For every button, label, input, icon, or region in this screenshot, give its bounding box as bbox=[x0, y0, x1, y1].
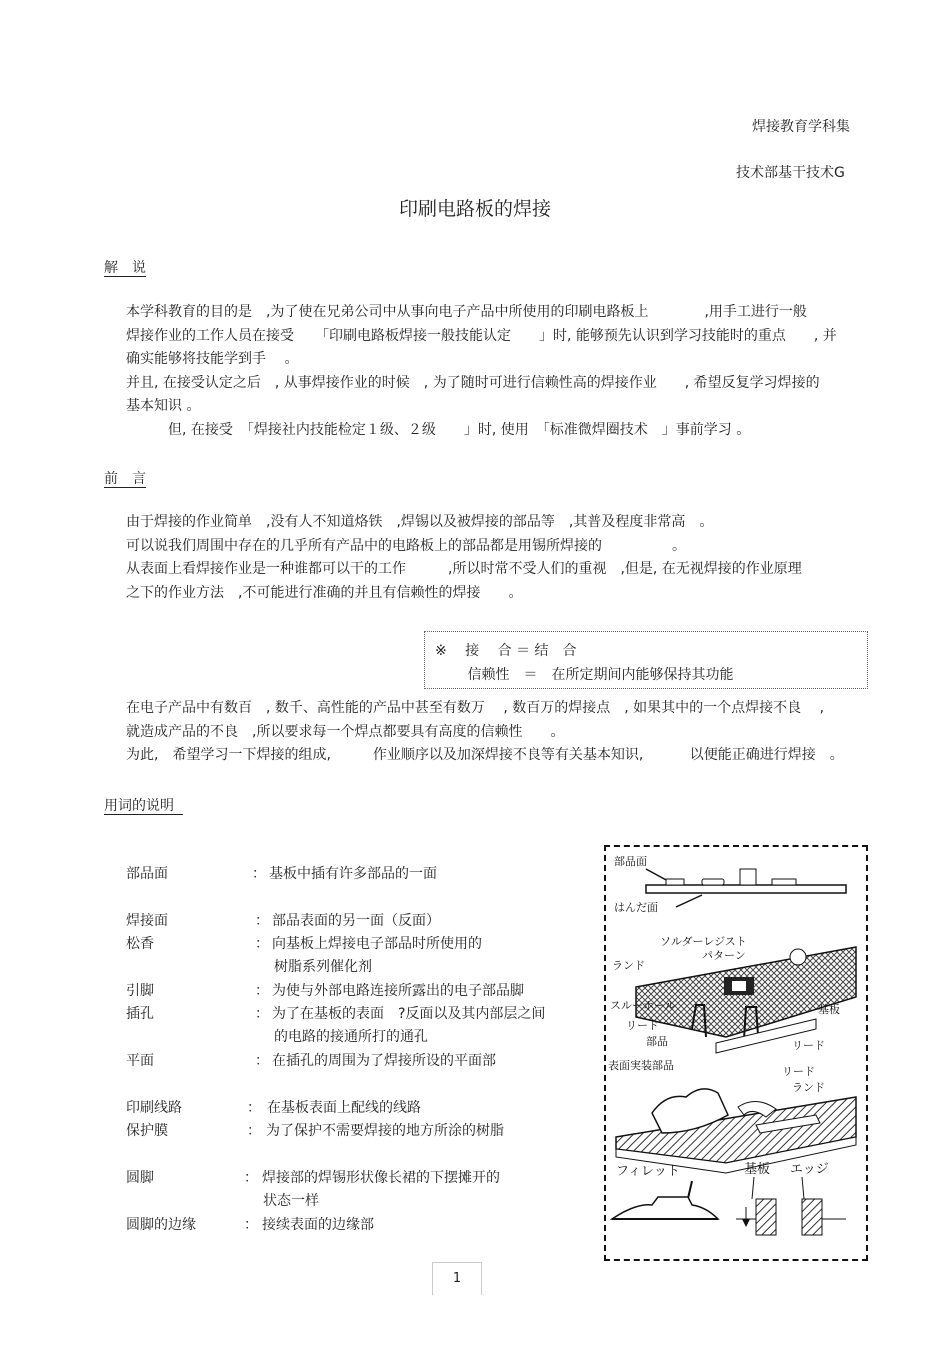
term-colon: ： bbox=[247, 1100, 261, 1116]
text-line: 焊接作业的工作人员在接受 「印刷电路板焊接一般技能认定 」时, 能够预先认识到学习技能时的重点 , 并 bbox=[126, 327, 837, 344]
page-number: 1 bbox=[432, 1262, 482, 1295]
term-description: 焊接部的焊锡形状像长裙的下摆摊开的 bbox=[262, 1170, 500, 1186]
figure-label: ランド bbox=[792, 1081, 825, 1094]
pcb-illustration bbox=[604, 845, 868, 1261]
figure-label: リード bbox=[792, 1039, 825, 1052]
text-line: 之下的作业方法 ,不可能进行准确的并且有信赖性的焊接 。 bbox=[126, 584, 523, 601]
term-name: 圆脚的边缘 bbox=[126, 1217, 196, 1233]
department-label: 技术部基干技术G bbox=[736, 165, 845, 181]
text-line: 基本知识 。 bbox=[126, 398, 201, 414]
figure-label: 表面実装部品 bbox=[608, 1059, 674, 1072]
figure-label: 基板 bbox=[744, 1162, 771, 1177]
preface-paragraph-2 bbox=[126, 697, 844, 768]
term-name: 插孔 bbox=[126, 1006, 154, 1022]
term-colon: ： bbox=[247, 1123, 261, 1139]
board-side-view bbox=[614, 855, 846, 914]
section-heading-explanation: 解 说 bbox=[104, 260, 146, 276]
text-line: 由于焊接的作业简单 ,没有人不知道烙铁 ,焊锡以及被焊接的部品等 ,其普及程度非常高 。 bbox=[126, 514, 714, 530]
figure-label: はんだ面 bbox=[614, 901, 658, 914]
note-line-2: 信赖性 ＝ 在所定期间内能够保持其功能 bbox=[435, 667, 734, 683]
term-description: 为了在基板的表面 ?反面以及其内部层之间 bbox=[272, 1006, 546, 1022]
term-colon: ： bbox=[255, 1006, 269, 1022]
text-line: 但, 在接受 「焊接社内技能检定１级、２级 」时, 使用 「标准微焊圈技术 」事前学习 。 bbox=[126, 421, 751, 438]
through-hole-view bbox=[610, 935, 856, 1053]
figure-label: フィレット bbox=[616, 1164, 680, 1179]
term-colon: ： bbox=[255, 983, 269, 999]
text-line: 本学科教育的目的是 ,为了使在兄弟公司中从事向电子产品中所使用的印刷电路板上 ,用手工进行一般 bbox=[126, 304, 807, 320]
term-description: 为了保护不需要焊接的地方所涂的树脂 bbox=[266, 1123, 504, 1139]
figure-label: リード bbox=[626, 1019, 659, 1032]
definition-note-box bbox=[424, 631, 868, 689]
section-heading-terms bbox=[104, 795, 183, 815]
section-heading-preface: 前 言 bbox=[104, 471, 146, 487]
explanation-paragraph bbox=[126, 301, 837, 442]
figure-label: 部品 bbox=[646, 1035, 668, 1048]
term-name: 圆脚 bbox=[126, 1170, 154, 1186]
term-colon: ： bbox=[255, 913, 269, 929]
page-title: 印刷电路板的焊接 bbox=[398, 198, 551, 220]
term-description-cont: 树脂系列催化剂 bbox=[274, 959, 372, 975]
figure-label: ソルダーレジスト bbox=[660, 935, 747, 948]
term-description: 向基板上焊接电子部品时所使用的 bbox=[272, 936, 482, 952]
term-description: 在基板表面上配线的线路 bbox=[267, 1100, 421, 1116]
figure-label: 部品面 bbox=[614, 855, 647, 868]
term-colon: ： bbox=[255, 936, 269, 952]
text-line: 并且, 在接受认定之后 , 从事焊接作业的时候 , 为了随时可进行信赖性高的焊接作业 , 希望反复学习焊接的 bbox=[126, 374, 820, 391]
note-line-1: ※ 接 合 ＝ 结 合 bbox=[435, 643, 577, 659]
term-name: 平面 bbox=[126, 1053, 154, 1069]
text-line: 可以说我们周围中存在的几乎所有产品中的电路板上的部品都是用锡所焊接的 。 bbox=[126, 537, 686, 554]
term-description: 接续表面的边缘部 bbox=[262, 1217, 374, 1233]
figure-label: 基板 bbox=[818, 1003, 840, 1016]
figure-label: エッジ bbox=[790, 1162, 829, 1177]
term-name: 保护膜 bbox=[126, 1123, 168, 1139]
preface-paragraph bbox=[126, 511, 802, 605]
text-line: 确实能够将技能学到手 。 bbox=[126, 351, 299, 367]
surface-mount-view bbox=[608, 1058, 856, 1173]
term-name: 松香 bbox=[126, 936, 154, 952]
term-description-cont: 的电路的接通所打的通孔 bbox=[274, 1029, 428, 1045]
collection-label: 焊接教育学科集 bbox=[752, 119, 850, 135]
term-description: 部品表面的另一面（反面） bbox=[272, 913, 440, 929]
term-description: 基板中插有许多部品的一面 bbox=[269, 866, 437, 882]
figure-label: リード bbox=[782, 1065, 815, 1078]
text-line: 为此, 希望学习一下焊接的组成, 作业顺序以及加深焊接不良等有关基本知识, 以便能正确进行焊接 。 bbox=[126, 747, 844, 763]
term-description: 为使与外部电路连接所露出的电子部品脚 bbox=[272, 983, 524, 999]
term-colon: ： bbox=[244, 1217, 258, 1233]
term-name: 焊接面 bbox=[126, 913, 168, 929]
figure-label: ランド bbox=[612, 959, 645, 972]
pcb-diagram-svg bbox=[606, 847, 862, 1255]
text-line: 在电子产品中有数百 , 数千、高性能的产品中甚至有数万 , 数百万的焊接点 , 如果其中的一个点焊接不良 , bbox=[126, 700, 825, 716]
term-name: 印刷线路 bbox=[126, 1100, 182, 1116]
term-name: 引脚 bbox=[126, 983, 154, 999]
term-description-cont: 状态一样 bbox=[263, 1193, 319, 1209]
text-line: 就造成产品的不良 ,所以要求每一个焊点都要具有高度的信赖性 。 bbox=[126, 723, 565, 740]
term-colon: ： bbox=[255, 1053, 269, 1069]
figure-label: スルーホール bbox=[610, 999, 676, 1012]
term-name: 部品面 bbox=[126, 866, 168, 882]
terms-heading-text: 用词的说明 bbox=[104, 798, 174, 814]
figure-label: パターン bbox=[702, 949, 746, 962]
text-line: 从表面上看焊接作业是一种谁都可以干的工作 ,所以时常不受人们的重视 ,但是, 在无视焊接的作业原理 bbox=[126, 561, 802, 577]
term-colon: ： bbox=[252, 866, 266, 882]
term-colon: ： bbox=[244, 1170, 258, 1186]
term-description: 在插孔的周围为了焊接所设的平面部 bbox=[272, 1053, 496, 1069]
